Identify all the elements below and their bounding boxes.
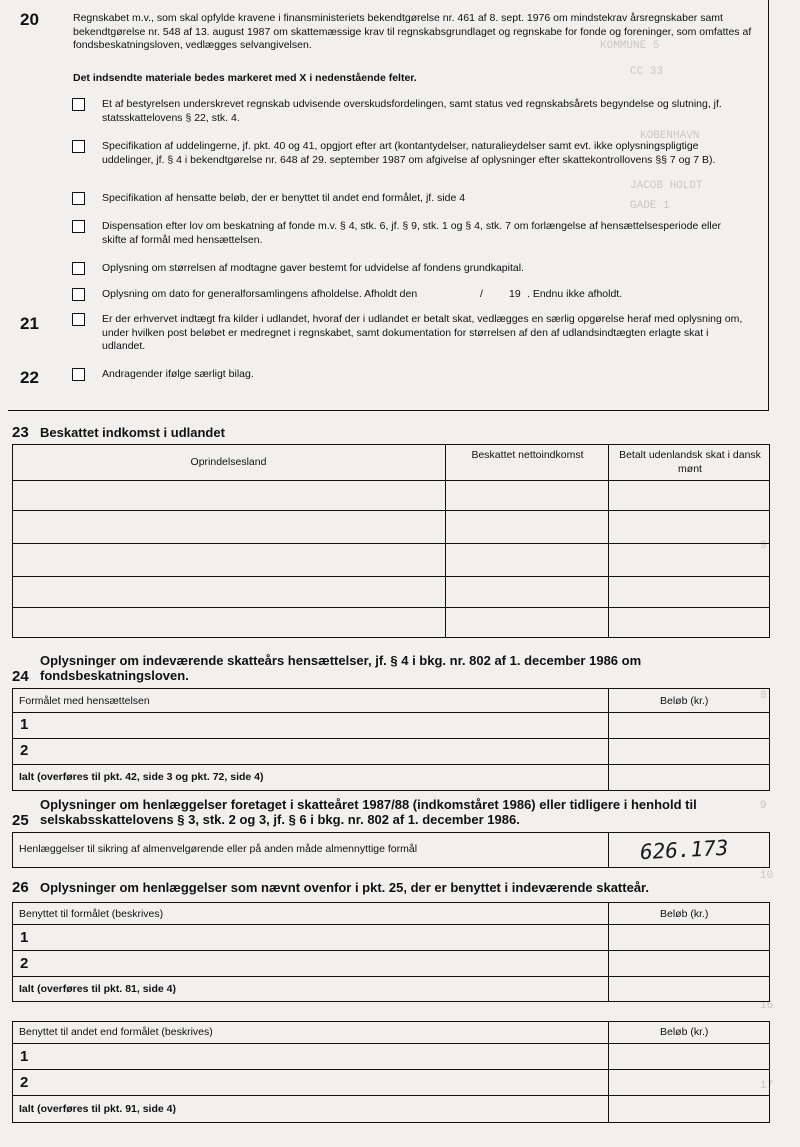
checkbox-distribution-spec[interactable] [72,140,85,153]
col-header-taxed-net-income: Beskattet nettoindkomst [471,449,584,461]
row-number-2: 2 [20,955,29,972]
section-21-text: Er der erhvervet indtægt fra kilder i udlandet, hvoraf der i udlandet er betalt skat, vedlægges en særlig opgørelse heraf med oplysning om, under hvilken post beløbet er medregnet i regnskabet, samt dokumentation for størrelsen af den af udlandsindtægten erlagte skat i udlandet. [102,313,743,352]
checkbox-signed-accounts[interactable] [72,98,85,111]
row-number-1: 1 [20,1048,29,1065]
row-number-2: 2 [20,1074,29,1091]
agm-date-year: 19 [509,288,521,300]
section-24-title: Oplysninger om indeværende skatteårs hensættelser, jf. § 4 i bkg. nr. 802 af 1. december 1986 om fondsbeskatningsloven. [40,653,642,683]
used-for-purpose-total-label: Ialt (overføres til pkt. 81, side 4) [19,983,176,995]
checkbox-agm-date[interactable] [72,288,85,301]
section-26-title: Oplysninger om henlæggelser som nævnt ovenfor i pkt. 25, der er benyttet i indeværende skatteår. [40,880,650,895]
col-header-amount: Beløb (kr.) [660,908,709,920]
section-number-26: 26 [12,879,29,896]
col-header-used-for-other: Benyttet til andet end formålet (beskrives) [19,1026,213,1038]
agm-not-held-label: . Endnu ikke afholdt. [527,288,623,300]
section-20-instruction: Det indsendte materiale bedes markeret med X i nedenstående felter. [73,72,417,84]
col-header-amount: Beløb (kr.) [660,695,709,707]
checkbox-petitions[interactable] [72,368,85,381]
section-22-text: Andragender ifølge særligt bilag. [102,368,254,380]
row-number-1: 1 [20,716,29,733]
used-for-other-total-label: Ialt (overføres til pkt. 91, side 4) [19,1103,176,1115]
section-number-25: 25 [12,812,29,829]
col-header-amount: Beløb (kr.) [660,1026,709,1038]
col-header-foreign-tax-paid: Betalt udenlandsk skat i dansk mønt [619,449,761,475]
section-25-title: Oplysninger om henlæggelser foretaget i skatteåret 1987/88 (indkomståret 1986) eller tidligere i henhold til selskabsskattelovens § 3, stk. 2 og 3, jf. § 6 i bkg. nr. 802 af 1. december 1986. [40,797,697,827]
col-header-allocation-purpose: Formålet med hensættelsen [19,695,150,707]
provisions-row-label: Henlæggelser til sikring af almenvelgørende eller på anden måde almennyttige formål [19,843,418,855]
checkbox-label-allocation-spec: Specifikation af hensatte beløb, der er benyttet til andet end formålet, jf. side 4 [102,192,466,204]
row-number-1: 1 [20,929,29,946]
checkbox-foreign-income[interactable] [72,313,85,326]
checkbox-label-gifts-info: Oplysning om størrelsen af modtagne gaver bestemt for udvidelse af fondens grundkapital. [102,262,524,274]
checkbox-dispensation[interactable] [72,220,85,233]
checkbox-gifts-info[interactable] [72,262,85,275]
provisions-handwritten-amount: 626.173 [639,835,730,865]
agm-date-slash: / [480,288,483,300]
col-header-origin-country: Oprindelsesland [190,456,267,468]
allocations-total-label: Ialt (overføres til pkt. 42, side 3 og pkt. 72, side 4) [19,771,264,783]
section-number-20: 20 [20,10,39,29]
row-number-2: 2 [20,742,29,759]
section-number-21: 21 [20,314,39,333]
agm-date-label: Oplysning om dato for generalforsamlingens afholdelse. Afholdt den [102,288,418,300]
checkbox-label-distribution-spec: Specifikation af uddelingerne, jf. pkt. 40 og 41, opgjort efter art (kontantydelser, naturalieydelser samt evt. ikke oplysningspligtige uddelinger, jf. § 4 i bekendtgørelse nr. 648 af 29. september 1987 om afgivelse af oplysninger efter skattekontrollovens §§ 7 og 7 B). [102,140,716,166]
section-23-title: Beskattet indkomst i udlandet [40,425,225,440]
checkbox-allocation-spec[interactable] [72,192,85,205]
checkbox-label-dispensation: Dispensation efter lov om beskatning af fonde m.v. § 4, stk. 6, jf. § 9, stk. 1 og § 4, stk. 7 om forlængelse af hensættelsesperiode eller skifte af formål med hensættelsen. [102,220,722,246]
section-number-23: 23 [12,424,29,441]
col-header-used-for-purpose: Benyttet til formålet (beskrives) [19,908,164,920]
checkbox-label-signed-accounts: Et af bestyrelsen underskrevet regnskab udvisende overskudsfordelingen, samt status ved regnskabsårets begyndelse og slutning, jf. statsskattelovens § 22, stk. 4. [102,98,722,124]
section-number-24: 24 [12,668,29,685]
section-20-intro: Regnskabet m.v., som skal opfylde kravene i finansministeriets bekendtgørelse nr. 461 af 8. sept. 1976 om mindstekrav årsregnskaber samt bekendtgørelse nr. 548 af 13. august 1987 om skattemæssige krav til regnskabsgrundlaget og regnskabe for fonde og foreninger, som omfattes af fondsbeskatningsloven, vedlægges selvangivelsen. [73,12,752,51]
section-number-22: 22 [20,368,39,387]
